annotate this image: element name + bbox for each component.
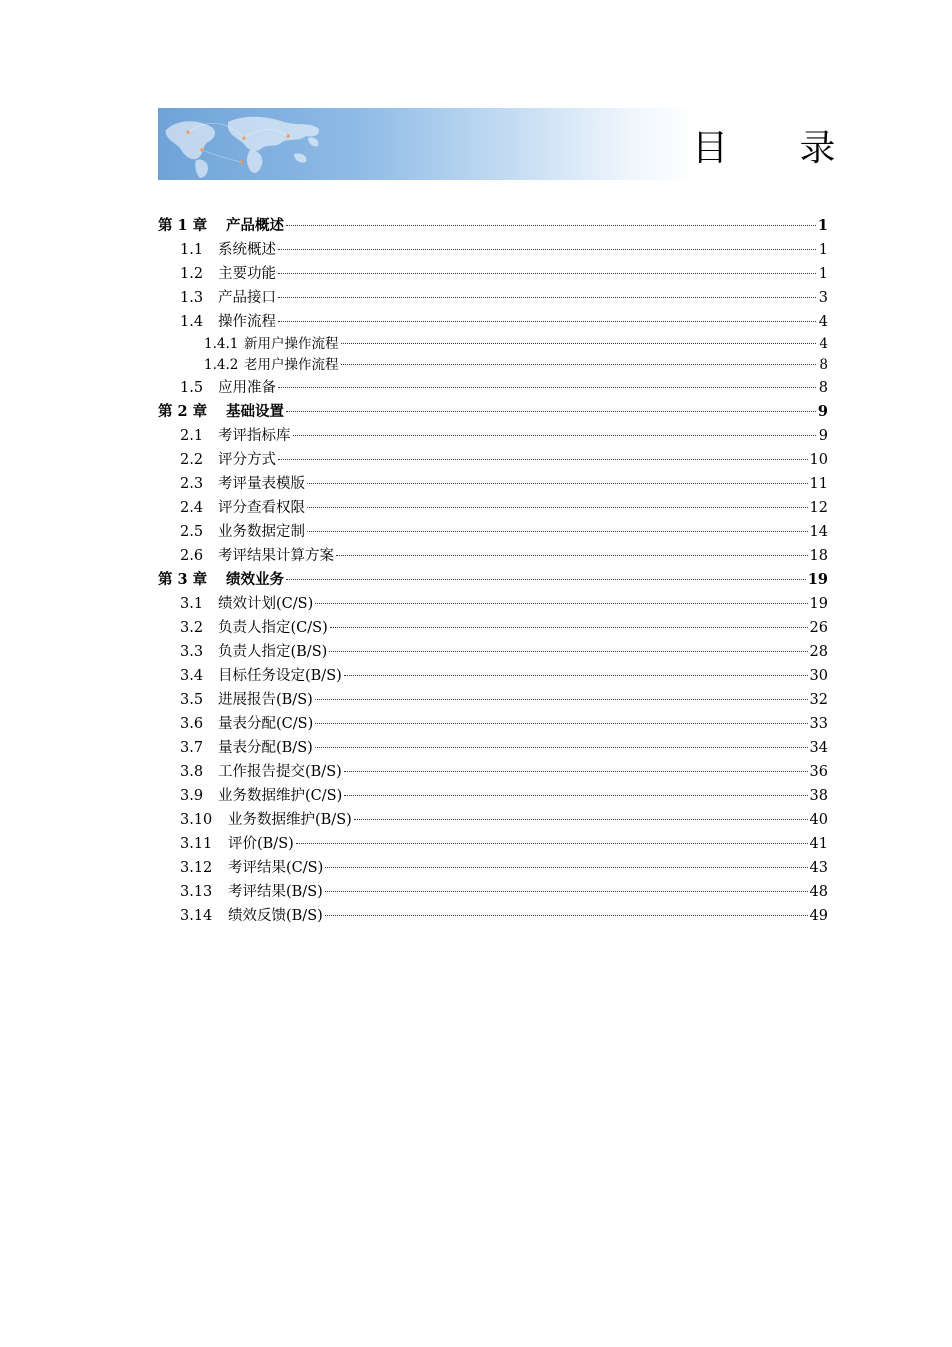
dot-leader [344,674,808,676]
toc-entry[interactable] [158,712,828,736]
dot-leader [315,746,808,748]
toc-entry-label: 考评指标库 [218,428,291,444]
toc-entry[interactable] [158,904,828,928]
toc-entry[interactable] [158,880,828,904]
toc-entry[interactable] [158,808,828,832]
toc-entry[interactable] [158,616,828,640]
toc-entry-label: 产品概述 [226,217,284,234]
toc-entry-number: 3.12 [180,860,213,876]
table-of-contents [158,214,828,928]
dot-leader [315,698,808,700]
toc-entry-page: 1 [818,266,828,282]
toc-entry-label: 绩效业务 [226,571,284,588]
toc-entry[interactable] [158,664,828,688]
toc-entry[interactable] [158,784,828,808]
toc-entry-label: 工作报告提交(B/S) [218,764,342,780]
toc-entry-label: 量表分配(C/S) [218,716,314,732]
toc-entry[interactable] [158,262,828,286]
dot-leader [315,722,807,724]
toc-entry-number: 2.2 [180,452,204,468]
toc-entry-page: 49 [809,908,828,924]
dot-leader [344,770,808,772]
dot-leader [329,650,807,652]
toc-entry-number: 第 1 章 [158,217,208,234]
toc-entry-number: 3.1 [180,596,204,612]
toc-entry-label: 进展报告(B/S) [218,692,313,708]
toc-entry-number: 2.6 [180,548,204,564]
dot-leader [307,506,808,508]
dot-leader [286,578,806,580]
toc-entry-page: 41 [809,836,828,852]
toc-entry-page: 4 [819,336,828,352]
toc-entry-label: 新用户操作流程 [244,336,339,352]
toc-entry-label: 主要功能 [218,266,276,282]
toc-entry-page: 28 [809,644,828,660]
toc-entry-label: 基础设置 [226,403,284,420]
toc-entry-label: 负责人指定(C/S) [218,620,328,636]
toc-entry[interactable] [158,286,828,310]
toc-entry-page: 9 [818,428,828,444]
toc-entry-number: 3.10 [180,812,213,828]
toc-entry[interactable] [158,544,828,568]
toc-entry[interactable] [158,310,828,334]
toc-entry-number: 3.6 [180,716,204,732]
toc-entry-label: 目标任务设定(B/S) [218,668,342,684]
toc-entry-number: 3.14 [180,908,213,924]
toc-entry-page: 30 [809,668,828,684]
dot-leader [307,530,808,532]
toc-entry-label: 业务数据维护(C/S) [218,788,343,804]
toc-entry[interactable] [158,496,828,520]
toc-entry-number: 1.4.2 [204,357,239,373]
toc-entry-number: 3.4 [180,668,204,684]
dot-leader [344,794,807,796]
dot-leader [278,458,808,460]
toc-entry[interactable] [158,856,828,880]
toc-entry-page: 14 [809,524,828,540]
toc-entry[interactable] [158,592,828,616]
toc-entry[interactable] [158,736,828,760]
toc-entry-number: 3.8 [180,764,204,780]
toc-entry-page: 4 [818,314,828,330]
dot-leader [286,224,816,226]
toc-entry-page: 9 [817,403,828,420]
toc-entry-page: 3 [818,290,828,306]
dot-leader [325,866,807,868]
toc-entry-number: 1.3 [180,290,204,306]
toc-entry-number: 3.3 [180,644,204,660]
dot-leader [296,842,808,844]
toc-entry-number: 2.4 [180,500,204,516]
dot-leader [278,296,816,298]
dot-leader [354,818,808,820]
toc-entry-number: 第 3 章 [158,571,208,588]
toc-entry-label: 老用户操作流程 [244,357,339,373]
toc-entry-number: 3.7 [180,740,204,756]
toc-entry[interactable] [158,355,828,376]
toc-entry[interactable] [158,760,828,784]
toc-entry-number: 3.2 [180,620,204,636]
dot-leader [341,342,817,344]
toc-entry-label: 评分方式 [218,452,276,468]
toc-entry[interactable] [158,640,828,664]
toc-entry-label: 操作流程 [218,314,276,330]
dot-leader [330,626,808,628]
toc-entry-label: 负责人指定(B/S) [218,644,328,660]
dot-leader [307,482,808,484]
toc-entry[interactable] [158,472,828,496]
toc-entry-label: 考评结果(B/S) [228,884,323,900]
toc-entry-number: 1.2 [180,266,204,282]
toc-entry-label: 业务数据维护(B/S) [228,812,352,828]
toc-entry-number: 2.1 [180,428,204,444]
toc-entry-label: 绩效反馈(B/S) [228,908,323,924]
toc-entry-page: 40 [809,812,828,828]
toc-entry-label: 评价(B/S) [228,836,294,852]
toc-entry-label: 系统概述 [218,242,276,258]
toc-entry-label: 评分查看权限 [218,500,305,516]
toc-entry[interactable] [158,376,828,400]
toc-entry-number: 1.5 [180,380,204,396]
toc-entry-page: 19 [807,571,828,588]
toc-entry-page: 8 [818,380,828,396]
dot-leader [278,272,816,274]
toc-entry-page: 18 [809,548,828,564]
toc-entry-page: 43 [809,860,828,876]
toc-entry-label: 产品接口 [218,290,276,306]
toc-entry-label: 量表分配(B/S) [218,740,313,756]
dot-leader [315,602,807,604]
toc-entry-number: 3.9 [180,788,204,804]
toc-entry-page: 1 [818,242,828,258]
toc-entry-number: 2.5 [180,524,204,540]
toc-entry[interactable] [158,238,828,262]
toc-entry-page: 36 [809,764,828,780]
toc-entry[interactable] [158,520,828,544]
toc-entry-page: 38 [809,788,828,804]
dot-leader [278,248,816,250]
toc-entry-number: 3.13 [180,884,213,900]
toc-entry[interactable] [158,400,828,424]
toc-entry-page: 10 [809,452,828,468]
toc-entry-number: 2.3 [180,476,204,492]
toc-entry-label: 应用准备 [218,380,276,396]
toc-entry-label: 绩效计划(C/S) [218,596,314,612]
toc-entry-page: 1 [817,217,828,234]
toc-entry[interactable] [158,568,828,592]
toc-entry-label: 业务数据定制 [218,524,305,540]
toc-entry-page: 8 [819,357,828,373]
toc-entry[interactable] [158,448,828,472]
dot-leader [293,434,817,436]
dot-leader [325,890,808,892]
page-title: 目 录 [692,128,866,169]
dot-leader [341,363,817,365]
toc-entry-number: 3.11 [180,836,213,852]
toc-entry-page: 33 [809,716,828,732]
toc-entry-number: 1.4.1 [204,336,239,352]
toc-entry-page: 19 [809,596,828,612]
toc-entry[interactable] [158,334,828,355]
toc-entry[interactable] [158,832,828,856]
toc-entry-label: 考评结果计算方案 [218,548,334,564]
dot-leader [286,410,816,412]
toc-entry-page: 34 [809,740,828,756]
dot-leader [336,554,808,556]
toc-entry-number: 第 2 章 [158,403,208,420]
dot-leader [278,320,816,322]
dot-leader [278,386,816,388]
toc-entry-page: 12 [809,500,828,516]
toc-entry-page: 48 [809,884,828,900]
toc-entry-label: 考评结果(C/S) [228,860,324,876]
dot-leader [325,914,808,916]
toc-entry[interactable] [158,688,828,712]
toc-entry-number: 3.5 [180,692,204,708]
toc-entry-number: 1.1 [180,242,204,258]
toc-entry-number: 1.4 [180,314,204,330]
toc-entry[interactable] [158,424,828,448]
toc-entry-label: 考评量表模版 [218,476,305,492]
toc-entry-page: 11 [809,476,828,492]
toc-entry-page: 32 [809,692,828,708]
toc-entry-page: 26 [809,620,828,636]
toc-entry[interactable] [158,214,828,238]
